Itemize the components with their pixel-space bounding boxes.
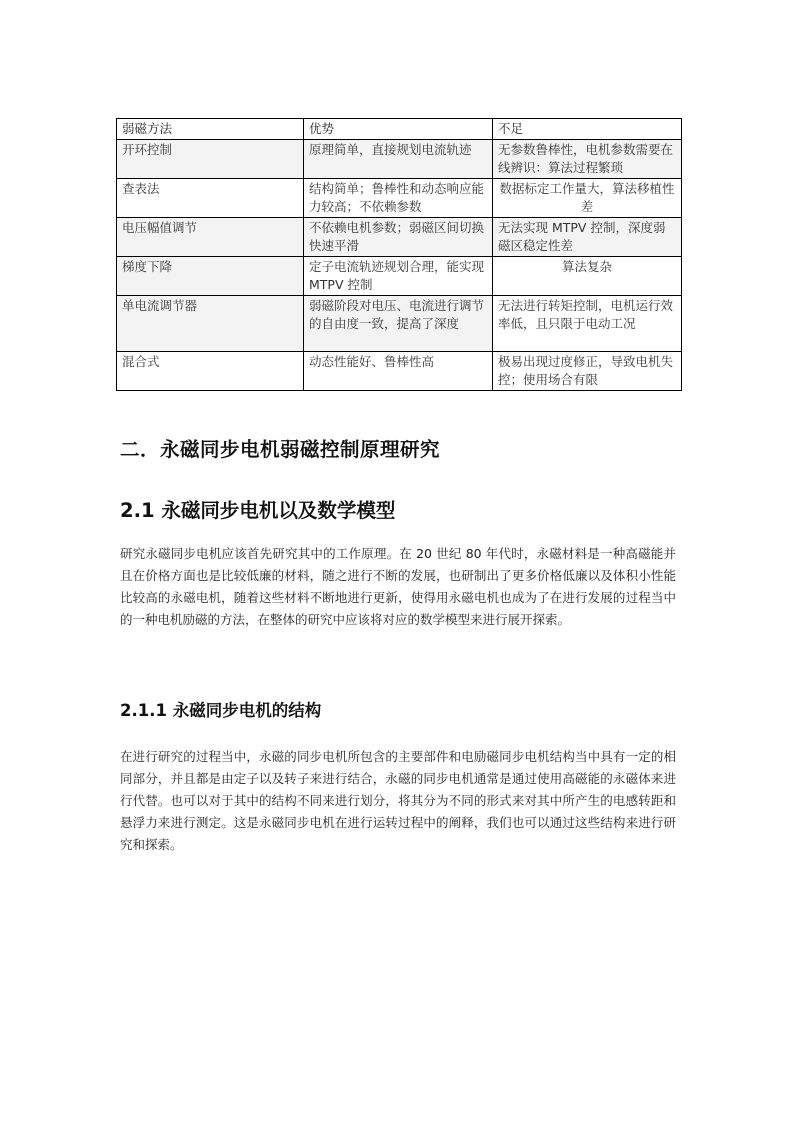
table-cell: 动态性能好、鲁棒性高 [304, 352, 493, 391]
table-row [117, 296, 682, 352]
comparison-table [116, 118, 682, 391]
section-heading: 二．永磁同步电机弱磁控制原理研究 [120, 438, 441, 461]
table-row [117, 140, 682, 179]
table-cell: 算法复杂 [493, 257, 682, 296]
table-row [117, 179, 682, 218]
table-cell: 无法进行转矩控制，电机运行效率低，且只限于电动工况 [493, 296, 682, 352]
table-cell: 电压幅值调节 [117, 218, 304, 257]
table-cell: 定子电流轨迹规划合理，能实现 MTPV 控制 [304, 257, 493, 296]
table-cell: 开环控制 [117, 140, 304, 179]
table-row [117, 218, 682, 257]
table-cell: 单电流调节器 [117, 296, 304, 352]
body-paragraph-1: 研究永磁同步电机应该首先研究其中的工作原理。在 20 世纪 80 年代时，永磁材料是一种高磁能并且在价格方面也是比较低廉的材料，随之进行不断的发展，也研制出了更多价格低廉以及体积小性能比较高的永磁电机，随着这些材料不断地进行更新，使得用永磁电机也成为了在进行发展的过程当中的一种电机励磁的方法，在整体的研究中应该将对应的数学模型来进行展开探索。 [120, 546, 676, 627]
table-cell: 不依赖电机参数；弱磁区间切换快速平滑 [304, 218, 493, 257]
header-cell-disadvantage: 不足 [493, 119, 682, 140]
subsection-heading: 2.1 永磁同步电机以及数学模型 [120, 499, 396, 522]
table-cell: 极易出现过度修正，导致电机失控；使用场合有限 [493, 352, 682, 391]
subsubsection-heading: 2.1.1 永磁同步电机的结构 [120, 701, 322, 720]
table-cell: 无参数鲁棒性，电机参数需要在线辨识：算法过程繁琐 [493, 140, 682, 179]
body-paragraph-2: 在进行研究的过程当中，永磁的同步电机所包含的主要部件和电励磁同步电机结构当中具有一定的相同部分，并且都是由定子以及转子来进行结合，永磁的同步电机通常是通过使用高磁能的永磁体来进行代替。也可以对于其中的结构不同来进行划分，将其分为不同的形式来对其中所产生的电感转距和悬浮力来进行测定。这是永磁同步电机在进行运转过程中的阐释，我们也可以通过这些结构来进行研究和探索。 [120, 749, 676, 852]
table-cell: 数据标定工作量大，算法移植性差 [493, 179, 682, 218]
table-row [117, 352, 682, 391]
table-row [117, 257, 682, 296]
header-cell-method: 弱磁方法 [117, 119, 304, 140]
table-cell: 梯度下降 [117, 257, 304, 296]
table-cell: 结构简单；鲁棒性和动态响应能力较高；不依赖参数 [304, 179, 493, 218]
table-header-row [117, 119, 682, 140]
table-cell: 无法实现 MTPV 控制，深度弱磁区稳定性差 [493, 218, 682, 257]
table-cell: 混合式 [117, 352, 304, 391]
header-cell-advantage: 优势 [304, 119, 493, 140]
table-cell: 原理简单，直接规划电流轨迹 [304, 140, 493, 179]
table-cell: 弱磁阶段对电压、电流进行调节的自由度一致，提高了深度 [304, 296, 493, 352]
table-cell: 查表法 [117, 179, 304, 218]
